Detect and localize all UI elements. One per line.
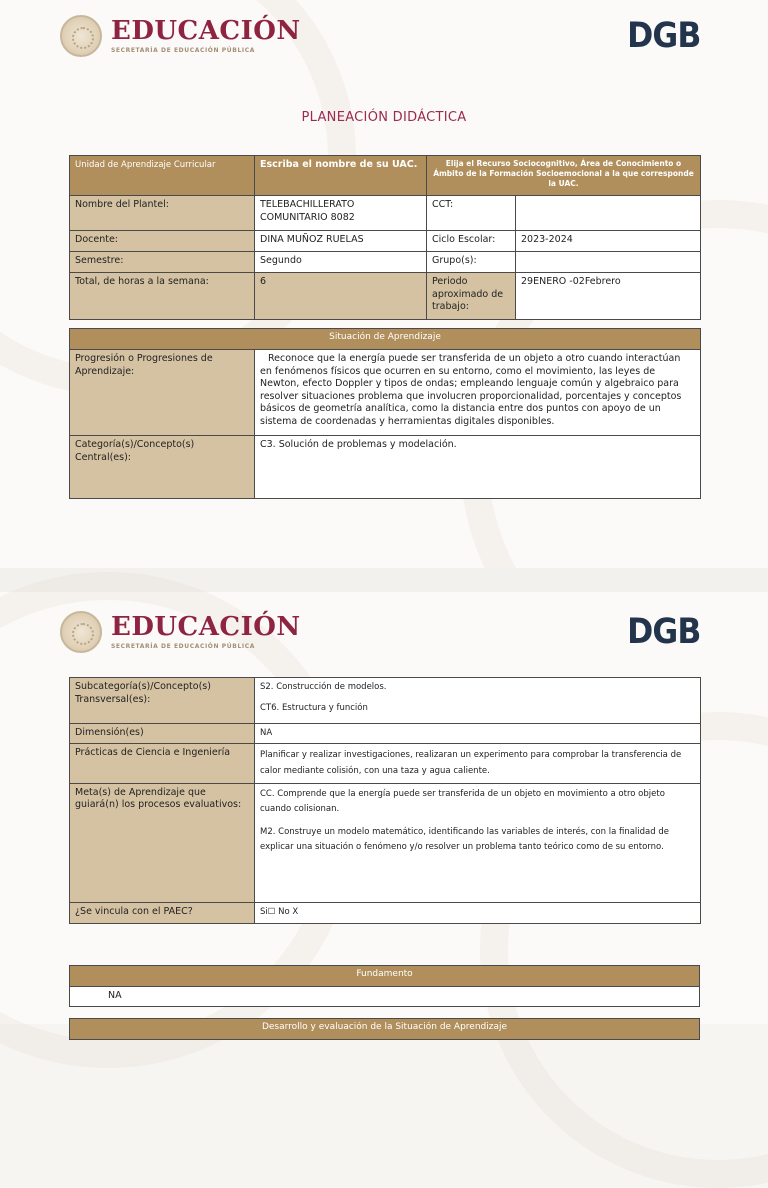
situacion-table — [69, 328, 701, 499]
educacion-logo — [60, 608, 301, 656]
seal-icon — [60, 611, 102, 653]
semestre-label: Semestre: — [70, 252, 255, 273]
periodo-label: Periodo aproximado de trabajo: — [427, 273, 516, 320]
practicas-label: Prácticas de Ciencia e Ingeniería — [70, 743, 255, 783]
ciclo-label: Ciclo Escolar: — [427, 231, 516, 252]
docente-label: Docente: — [70, 231, 255, 252]
page-2 — [0, 592, 768, 1032]
situacion-header: Situación de Aprendizaje — [70, 329, 701, 350]
metas-label: Meta(s) de Aprendizaje que guiará(n) los procesos evaluativos: — [70, 783, 255, 902]
desarrollo-header: Desarrollo y evaluación de la Situación de Aprendizaje — [70, 1019, 700, 1040]
recurso-note: Elija el Recurso Sociocognitivo, Área de Conocimiento o Ámbito de la Formación Socioemocional a la que corresponde la UAC. — [433, 159, 694, 188]
plantel-label: Nombre del Plantel: — [70, 196, 255, 231]
brand-subtitle: SECRETARÍA DE EDUCACIÓN PÚBLICA — [111, 47, 255, 54]
cct-value[interactable] — [516, 196, 701, 231]
dimension-value[interactable]: NA — [255, 724, 701, 744]
subcat-value-2: CT6. Estructura y función — [260, 702, 368, 713]
fundamento-header: Fundamento — [70, 966, 700, 987]
uac-value[interactable]: Escriba el nombre de su UAC. — [255, 156, 427, 196]
docente-value[interactable]: DINA MUÑOZ RUELAS — [255, 231, 427, 252]
recurso-note-cell — [427, 156, 701, 196]
metas-value[interactable] — [255, 783, 701, 902]
metas-value-1: CC. Comprende que la energía puede ser transferida de un objeto en movimiento a otro objeto cuando colisionan. — [260, 788, 665, 814]
practicas-value[interactable]: Planificar y realizar investigaciones, realizaran un experimento para comprobar la transferencia de calor mediante colisión, con una taza y agua caliente. — [255, 743, 701, 783]
page-1 — [0, 0, 768, 568]
horas-label: Total, de horas a la semana: — [70, 273, 255, 320]
subcat-value[interactable] — [255, 678, 701, 724]
cct-label: CCT: — [427, 196, 516, 231]
categoria-value[interactable]: C3. Solución de problemas y modelación. — [255, 436, 701, 499]
brand-subtitle: SECRETARÍA DE EDUCACIÓN PÚBLICA — [111, 643, 255, 650]
subcat-label: Subcategoría(s)/Concepto(s) Transversal(es): — [70, 678, 255, 724]
general-info-table — [69, 155, 701, 320]
brand-title: EDUCACIÓN — [111, 16, 301, 46]
periodo-value[interactable]: 29ENERO -02Febrero — [516, 273, 701, 320]
grupo-value[interactable] — [516, 252, 701, 273]
plantel-value[interactable]: TELEBACHILLERATO COMUNITARIO 8082 — [255, 196, 427, 231]
paec-value[interactable]: Si☐ No X — [255, 902, 701, 923]
brand-title: EDUCACIÓN — [111, 612, 301, 642]
subcat-value-1: S2. Construcción de modelos. — [260, 682, 387, 692]
semestre-value[interactable]: Segundo — [255, 252, 427, 273]
progresion-label: Progresión o Progresiones de Aprendizaje: — [70, 350, 255, 436]
uac-label: Unidad de Aprendizaje Curricular — [70, 156, 255, 196]
fundamento-table — [69, 965, 700, 1007]
dimension-label: Dimensión(es) — [70, 724, 255, 744]
ciclo-value[interactable]: 2023-2024 — [516, 231, 701, 252]
metas-value-2: M2. Construye un modelo matemático, identificando las variables de interés, con la finalidad de explicar una situación o fenómeno y/o resolver un problema tanto teórico como de su entorno. — [260, 826, 669, 852]
details-table — [69, 677, 701, 924]
grupo-label: Grupo(s): — [427, 252, 516, 273]
desarrollo-table — [69, 1018, 700, 1040]
horas-value[interactable]: 6 — [255, 273, 427, 320]
page-title: PLANEACIÓN DIDÁCTICA — [301, 110, 467, 125]
categoria-label: Categoría(s)/Concepto(s) Central(es): — [70, 436, 255, 499]
educacion-logo — [60, 12, 301, 60]
dgb-logo: DGB — [626, 612, 700, 652]
progresion-value[interactable]: Reconoce que la energía puede ser transferida de un objeto a otro cuando interactúan en fenómenos físicos que ocurren en su entorno, como el movimiento, las leyes de Newton, efecto Doppler y tipos de ondas; empleando lenguaje común y algebraico para resolver situaciones problema que involucren proporcionalidad, porcentajes y conceptos básicos de geometría analítica, como la distancia entre dos puntos con apoyo de un sistema de coordenadas y herramientas digitales disponibles. — [255, 350, 701, 436]
paec-label: ¿Se vincula con el PAEC? — [70, 902, 255, 923]
dgb-logo: DGB — [626, 16, 700, 56]
seal-icon — [60, 15, 102, 57]
fundamento-value[interactable]: NA — [70, 987, 700, 1007]
